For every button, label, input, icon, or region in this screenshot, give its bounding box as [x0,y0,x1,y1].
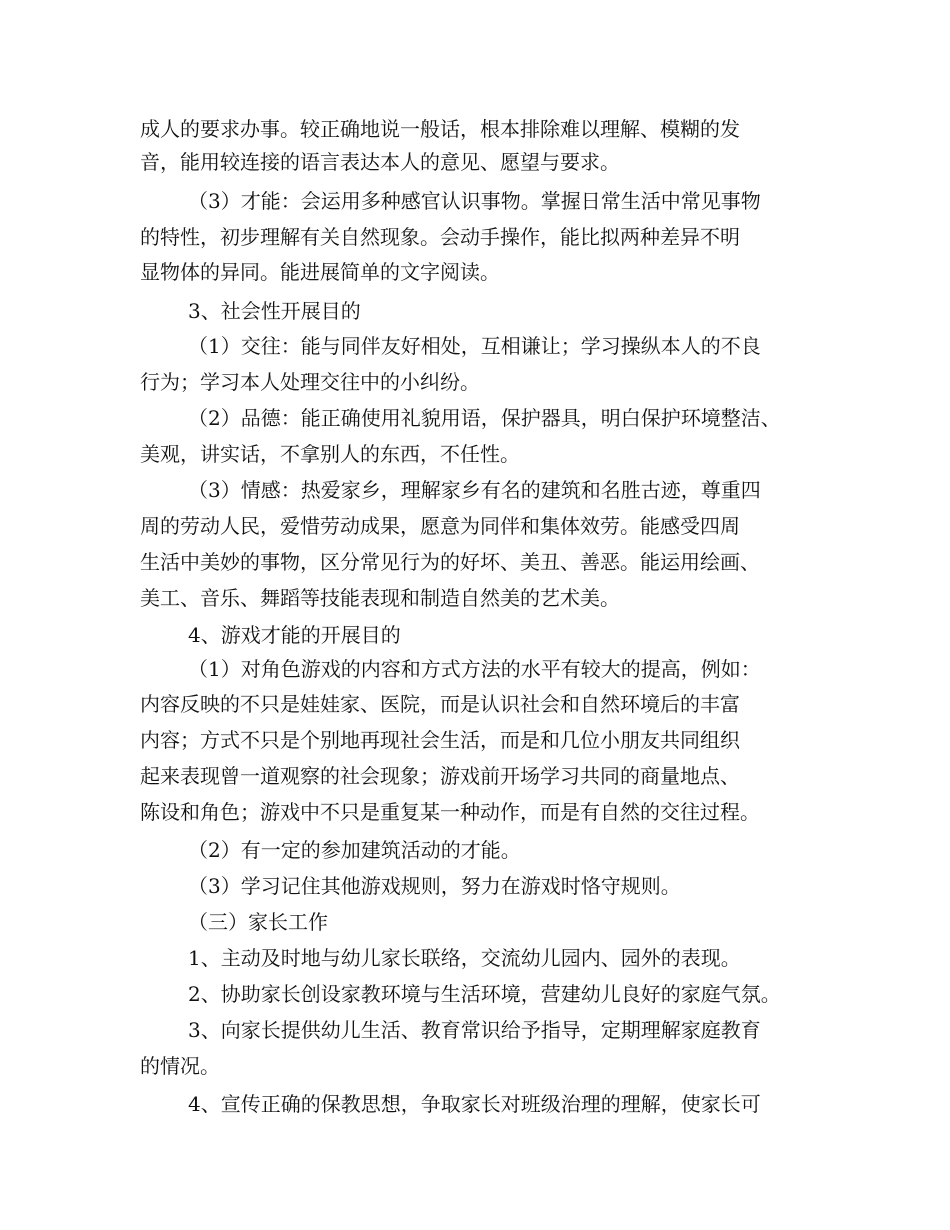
text-line: 2、协助家长创设家教环境与生活环境，营建幼儿良好的家庭气氛。 [188,982,781,1006]
text-line: 周的劳动人民，爱惜劳动成果，愿意为同伴和集体效劳。能感受四周 [140,514,740,538]
text-line: （1）交往：能与同伴友好相处，互相谦让；学习操纵本人的不良 [188,334,761,358]
section-heading: 4、游戏才能的开展目的 [188,623,401,647]
text-line: 4、宣传正确的保教思想，争取家长对班级治理的理解，使家长可 [188,1092,761,1116]
text-line: 3、向家长提供幼儿生活、教育常识给予指导，定期理解家庭教育 [188,1018,761,1042]
text-line: （2）有一定的参加建筑活动的才能。 [188,838,521,862]
text-line: 显物体的异同。能进展简单的文字阅读。 [140,260,500,284]
text-line: （2）品德：能正确使用礼貌用语，保护器具，明白保护环境整洁、 [188,406,781,430]
text-line: 美工、音乐、舞蹈等技能表现和制造自然美的艺术美。 [140,586,620,610]
text-line: 的情况。 [140,1054,220,1078]
section-heading: 3、社会性开展目的 [188,299,361,323]
text-line: 生活中美妙的事物，区分常见行为的好坏、美丑、善恶。能运用绘画、 [140,550,760,574]
text-line: （1）对角色游戏的内容和方式方法的水平有较大的提高，例如： [188,657,761,681]
section-heading: （三）家长工作 [188,910,328,934]
text-line: 音，能用较连接的语言表达本人的意见、愿望与要求。 [140,150,620,174]
text-line: （3）才能：会运用多种感官认识事物。掌握日常生活中常见事物 [188,189,761,213]
text-line: 内容反映的不只是娃娃家、医院，而是认识社会和自然环境后的丰富 [140,692,740,716]
text-line: 行为；学习本人处理交往中的小纠纷。 [140,370,480,394]
text-line: 的特性，初步理解有关自然现象。会动手操作，能比拟两种差异不明 [140,225,740,249]
text-line: 美观，讲实话，不拿别人的东西，不任性。 [140,442,520,466]
text-line: 内容；方式不只是个别地再现社会生活，而是和几位小朋友共同组织 [140,728,740,752]
text-line: 陈设和角色；游戏中不只是重复某一种动作，而是有自然的交往过程。 [140,800,760,824]
text-line: 成人的要求办事。较正确地说一般话，根本排除难以理解、模糊的发 [140,117,740,141]
text-line: 1、主动及时地与幼儿家长联络，交流幼儿园内、园外的表现。 [188,946,741,970]
text-line: （3）情感：热爱家乡，理解家乡有名的建筑和名胜古迹，尊重四 [188,478,761,502]
text-line: 起来表现曾一道观察的社会现象；游戏前开场学习共同的商量地点、 [140,764,740,788]
text-line: （3）学习记住其他游戏规则，努力在游戏时恪守规则。 [188,874,681,898]
